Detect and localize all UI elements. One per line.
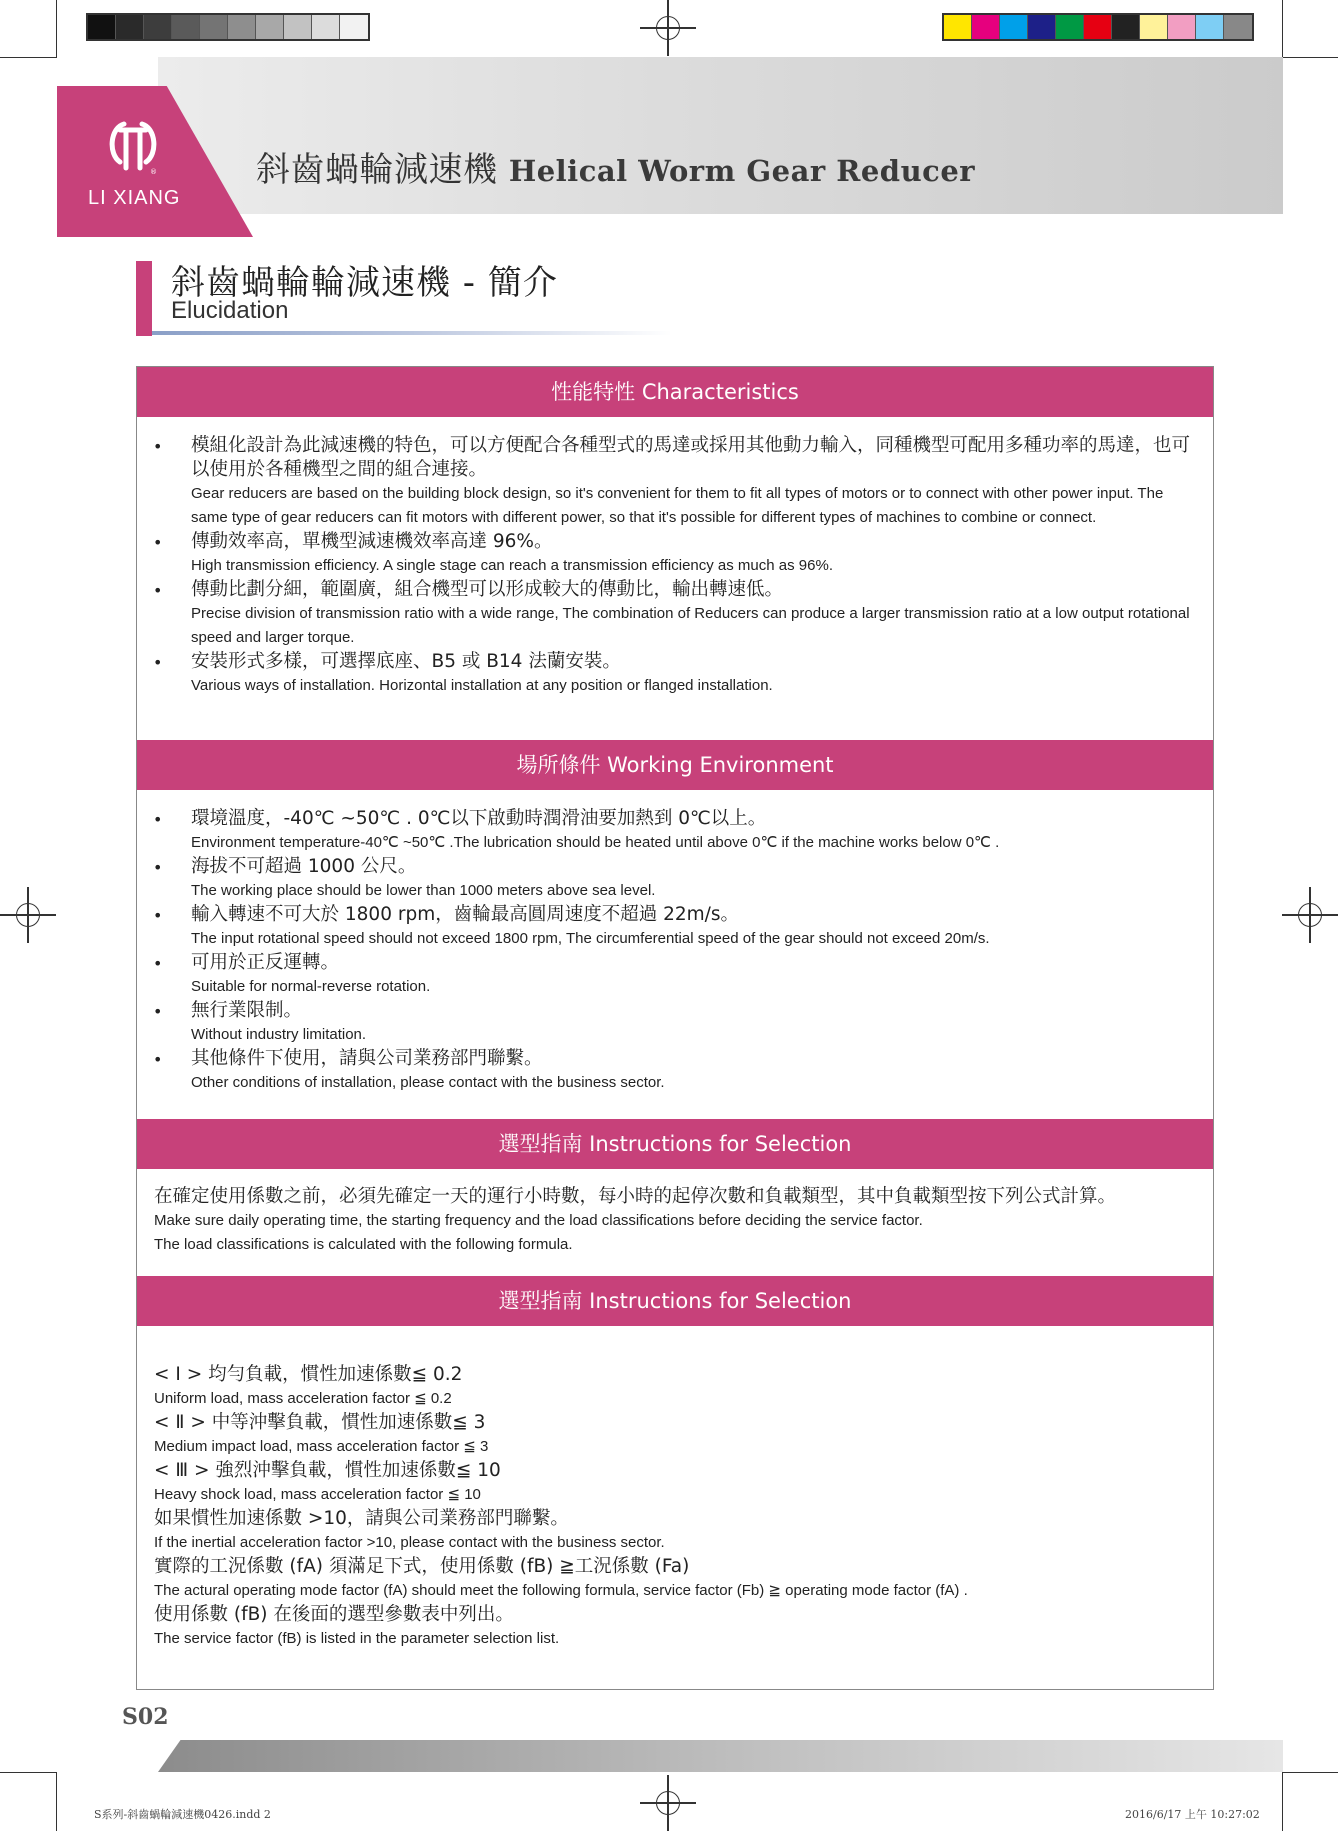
item-zh: • 環境溫度，-40℃ ~50℃ . 0℃以下啟動時潤滑油要加熱到 0℃以上。 bbox=[191, 808, 767, 829]
registration-mark-right bbox=[1282, 887, 1338, 943]
item-zh: • 可用於正反運轉。 bbox=[191, 952, 340, 973]
item-zh: • 安裝形式多樣，可選擇底座、B5 或 B14 法蘭安裝。 bbox=[191, 651, 621, 672]
item-en: Suitable for normal-reverse rotation. bbox=[191, 978, 431, 995]
item-zh: • 模組化設計為此減速機的特色，可以方便配合各種型式的馬達或採用其他動力輸入，同種機型可配用多種功率的馬達，也可以使用於各種機型之間的組合連接。 bbox=[191, 435, 1191, 480]
color-swatch bbox=[1056, 15, 1084, 39]
selection-intro bbox=[154, 1185, 1199, 1257]
selection-intro-en: Make sure daily operating time, the starting frequency and the load classifications before deciding the service factor. bbox=[154, 1212, 923, 1229]
item-zh: • 輸入轉速不可大於 1800 rpm，齒輪最高圓周速度不超過 22m/s。 bbox=[191, 904, 740, 925]
list-item bbox=[137, 999, 1213, 1047]
crop-mark bbox=[1282, 1772, 1338, 1773]
crop-mark bbox=[1282, 1772, 1283, 1831]
load-line-zh: < Ⅲ > 強烈沖擊負載，慣性加速係數≦ 10 bbox=[154, 1460, 501, 1481]
load-line-zh: < Ⅱ > 中等沖擊負載，慣性加速係數≦ 3 bbox=[154, 1412, 486, 1433]
list-item bbox=[137, 578, 1213, 650]
item-zh: • 傳動比劃分細，範圍廣，組合機型可以形成較大的傳動比，輸出轉速低。 bbox=[191, 579, 784, 600]
section-subtitle: Elucidation bbox=[171, 297, 289, 324]
cmyk-color-bar bbox=[942, 13, 1254, 41]
list-item bbox=[137, 650, 1213, 698]
color-swatch bbox=[1000, 15, 1028, 39]
color-swatch bbox=[312, 15, 340, 39]
crop-mark bbox=[0, 1772, 57, 1773]
item-en: Without industry limitation. bbox=[191, 1026, 367, 1043]
footer-band bbox=[158, 1740, 1283, 1772]
header-title-zh: 斜齒蝸輪減速機 bbox=[256, 150, 498, 190]
load-line-en: Medium impact load, mass acceleration factor ≦ 3 bbox=[154, 1438, 489, 1455]
crop-mark bbox=[1282, 0, 1283, 57]
selection-intro-en: The load classifications is calculated with the following formula. bbox=[154, 1236, 573, 1253]
item-en: Precise division of transmission ratio with a wide range, The combination of Reducers can produce a larger transmission ratio at a low output rotational speed and larger torque. bbox=[191, 605, 1190, 646]
color-swatch bbox=[1196, 15, 1224, 39]
load-line-en: Uniform load, mass acceleration factor ≦ 0.2 bbox=[154, 1390, 452, 1407]
item-en: Other conditions of installation, please contact with the business sector. bbox=[191, 1074, 665, 1091]
list-item bbox=[137, 434, 1213, 530]
selection-intro-zh: 在確定使用係數之前，必須先確定一天的運行小時數，每小時的起停次數和負載類型，其中負載類型按下列公式計算。 bbox=[154, 1186, 1117, 1207]
content-panel bbox=[136, 366, 1214, 1690]
item-zh: • 無行業限制。 bbox=[191, 1000, 303, 1021]
color-swatch bbox=[88, 15, 116, 39]
registration-mark-top bbox=[640, 0, 696, 56]
color-swatch bbox=[1224, 15, 1252, 39]
item-en: The input rotational speed should not exceed 1800 rpm, The circumferential speed of the gear should not exceed 20m/s. bbox=[191, 930, 990, 947]
item-en: Various ways of installation. Horizontal installation at any position or flanged installation. bbox=[191, 677, 773, 694]
crop-mark bbox=[0, 57, 57, 58]
list-item bbox=[137, 530, 1213, 578]
color-swatch bbox=[284, 15, 312, 39]
color-swatch bbox=[256, 15, 284, 39]
load-line-zh: 實際的工況係數 (fA) 須滿足下式，使用係數 (fB) ≧工況係數 (Fa) bbox=[154, 1556, 690, 1577]
section-underline bbox=[152, 331, 672, 335]
list-item bbox=[137, 855, 1213, 903]
environment-list bbox=[137, 807, 1213, 1095]
characteristics-heading: 性能特性 Characteristics bbox=[137, 367, 1213, 417]
grayscale-color-bar bbox=[86, 13, 370, 41]
section-accent-bar bbox=[136, 261, 152, 336]
item-en: High transmission efficiency. A single stage can reach a transmission efficiency as much as 96%. bbox=[191, 557, 833, 574]
header-title bbox=[256, 142, 975, 191]
environment-heading: 場所條件 Working Environment bbox=[137, 740, 1213, 790]
color-swatch bbox=[340, 15, 368, 39]
item-zh: • 其他條件下使用，請與公司業務部門聯繫。 bbox=[191, 1048, 543, 1069]
color-swatch bbox=[1112, 15, 1140, 39]
color-swatch bbox=[1140, 15, 1168, 39]
load-line-en: The actural operating mode factor (fA) should meet the following formula, service factor (Fb) ≧ operating mode factor (fA) . bbox=[154, 1582, 968, 1599]
registration-mark-bottom bbox=[640, 1775, 696, 1831]
registration-mark-left bbox=[0, 887, 56, 943]
selection-heading-2: 選型指南 Instructions for Selection bbox=[137, 1276, 1213, 1326]
load-line-en: If the inertial acceleration factor >10, please contact with the business sector. bbox=[154, 1534, 665, 1551]
load-line-zh: 如果慣性加速係數 >10，請與公司業務部門聯繫。 bbox=[154, 1508, 569, 1529]
load-line-zh: < Ⅰ > 均勻負載，慣性加速係數≦ 0.2 bbox=[154, 1364, 463, 1385]
color-swatch bbox=[228, 15, 256, 39]
crop-mark bbox=[1282, 57, 1338, 58]
logo-text: LI XIANG bbox=[88, 187, 181, 209]
load-line-en: Heavy shock load, mass acceleration factor ≦ 10 bbox=[154, 1486, 481, 1503]
item-en: Gear reducers are based on the building block design, so it's convenient for them to fit all types of motors or to connect with other power input. The same type of gear reducers can fit motors with different power, so that it's possible for different types of machines to combine or connect. bbox=[191, 485, 1164, 526]
color-swatch bbox=[1084, 15, 1112, 39]
list-item bbox=[137, 903, 1213, 951]
section-title: 斜齒蝸輪輪減速機 - 簡介 bbox=[171, 263, 558, 303]
color-swatch bbox=[1028, 15, 1056, 39]
load-line-en: The service factor (fB) is listed in the parameter selection list. bbox=[154, 1630, 560, 1647]
page-number: S02 bbox=[122, 1704, 169, 1730]
selection-heading-1: 選型指南 Instructions for Selection bbox=[137, 1119, 1213, 1169]
list-item bbox=[137, 807, 1213, 855]
characteristics-list bbox=[137, 434, 1213, 698]
slug-timestamp: 2016/6/17 上午 10:27:02 bbox=[1125, 1808, 1260, 1821]
color-swatch bbox=[172, 15, 200, 39]
color-swatch bbox=[116, 15, 144, 39]
crop-mark bbox=[56, 0, 57, 57]
item-en: The working place should be lower than 1000 meters above sea level. bbox=[191, 882, 656, 899]
color-swatch bbox=[972, 15, 1000, 39]
slug-filename: S系列-斜齒蝸輪減速機0426.indd 2 bbox=[94, 1808, 271, 1821]
header-title-en: Helical Worm Gear Reducer bbox=[508, 154, 976, 188]
color-swatch bbox=[144, 15, 172, 39]
color-swatch bbox=[944, 15, 972, 39]
crop-mark bbox=[56, 1772, 57, 1831]
load-line-zh: 使用係數 (fB) 在後面的選型參數表中列出。 bbox=[154, 1604, 514, 1625]
color-swatch bbox=[200, 15, 228, 39]
load-classifications bbox=[154, 1363, 1199, 1651]
item-zh: • 海拔不可超過 1000 公尺。 bbox=[191, 856, 417, 877]
list-item bbox=[137, 1047, 1213, 1095]
lixiang-logo-icon bbox=[104, 116, 162, 178]
svg-text:®: ® bbox=[150, 168, 157, 176]
item-en: Environment temperature-40℃ ~50℃ .The lubrication should be heated until above 0℃ if the machine works below 0℃ . bbox=[191, 834, 1000, 851]
item-zh: • 傳動效率高，單機型減速機效率高達 96%。 bbox=[191, 531, 553, 552]
color-swatch bbox=[1168, 15, 1196, 39]
list-item bbox=[137, 951, 1213, 999]
